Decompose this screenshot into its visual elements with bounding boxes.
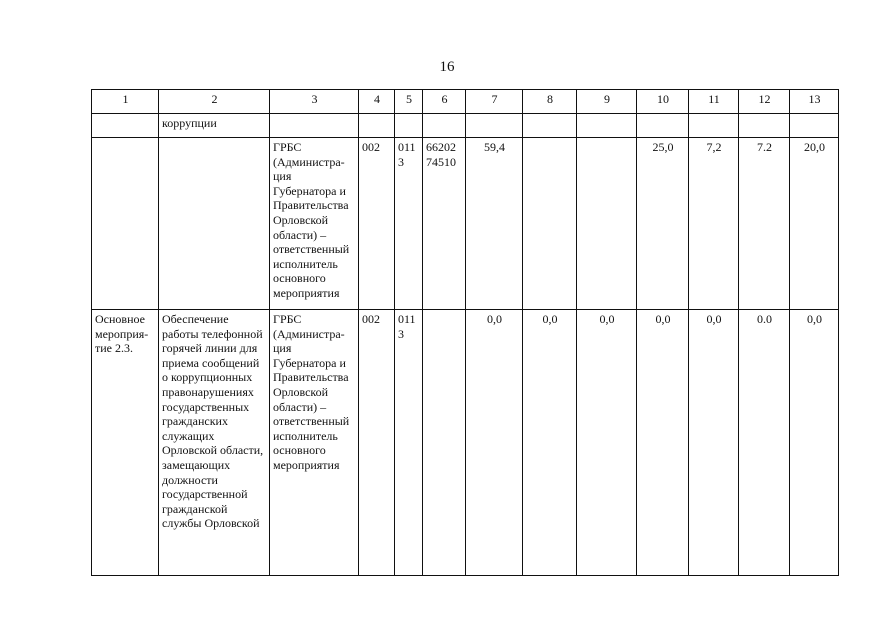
header-cell: 11 <box>689 90 739 114</box>
table-cell: 25,0 <box>637 138 689 310</box>
table-cell: 0.0 <box>739 310 790 576</box>
table-cell: 0,0 <box>790 310 839 576</box>
table-cell: коррупции <box>159 114 270 138</box>
table-cell: 002 <box>359 310 395 576</box>
header-cell: 3 <box>270 90 359 114</box>
table-cell <box>637 114 689 138</box>
header-cell: 6 <box>423 90 466 114</box>
table-cell: 0,0 <box>523 310 577 576</box>
table-cell: 0,0 <box>466 310 523 576</box>
table-row <box>92 138 839 310</box>
table-cell: 0,0 <box>637 310 689 576</box>
table-cell <box>270 114 359 138</box>
header-row <box>92 90 839 114</box>
table-cell: ГРБС (Администра-ция Губернатора и Правительства Орловской области) – ответственный исполнитель основного мероприятия <box>270 310 359 576</box>
page-number: 16 <box>439 59 455 75</box>
table-cell: 011 3 <box>395 138 423 310</box>
table-cell: 002 <box>359 138 395 310</box>
header-cell: 7 <box>466 90 523 114</box>
table-cell <box>359 114 395 138</box>
table-cell <box>423 114 466 138</box>
table-cell <box>523 114 577 138</box>
table-cell: 7,2 <box>689 138 739 310</box>
header-cell: 1 <box>92 90 159 114</box>
table-cell <box>423 310 466 576</box>
table-cell <box>577 138 637 310</box>
header-cell: 13 <box>790 90 839 114</box>
table-cell: 0,0 <box>577 310 637 576</box>
header-cell: 4 <box>359 90 395 114</box>
table-cell <box>159 138 270 310</box>
header-cell: 9 <box>577 90 637 114</box>
table-cell: 20,0 <box>790 138 839 310</box>
table-cell <box>689 114 739 138</box>
table-cell: 7.2 <box>739 138 790 310</box>
program-table <box>91 89 839 576</box>
table-cell: 59,4 <box>466 138 523 310</box>
table-cell <box>92 114 159 138</box>
table-cell <box>523 138 577 310</box>
header-cell: 5 <box>395 90 423 114</box>
table-cell: 66202 74510 <box>423 138 466 310</box>
table-cell: 011 3 <box>395 310 423 576</box>
table-cell <box>790 114 839 138</box>
table-row <box>92 114 839 138</box>
table-cell <box>92 138 159 310</box>
table-cell: Обеспечение работы телефонной горячей линии для приема сообщений о коррупционных правонарушениях государственных гражданских служащих Орловской области, замещающих должности государственной гражданской службы Орловской <box>159 310 270 576</box>
table-cell <box>466 114 523 138</box>
table-cell: 0,0 <box>689 310 739 576</box>
table-cell: ГРБС (Администра-ция Губернатора и Правительства Орловской области) – ответственный исполнитель основного мероприятия <box>270 138 359 310</box>
table-cell <box>739 114 790 138</box>
table-cell: Основное мероприя-тие 2.3. <box>92 310 159 576</box>
header-cell: 8 <box>523 90 577 114</box>
table-cell <box>577 114 637 138</box>
header-cell: 10 <box>637 90 689 114</box>
table-row <box>92 310 839 576</box>
table-cell <box>395 114 423 138</box>
header-cell: 12 <box>739 90 790 114</box>
header-cell: 2 <box>159 90 270 114</box>
